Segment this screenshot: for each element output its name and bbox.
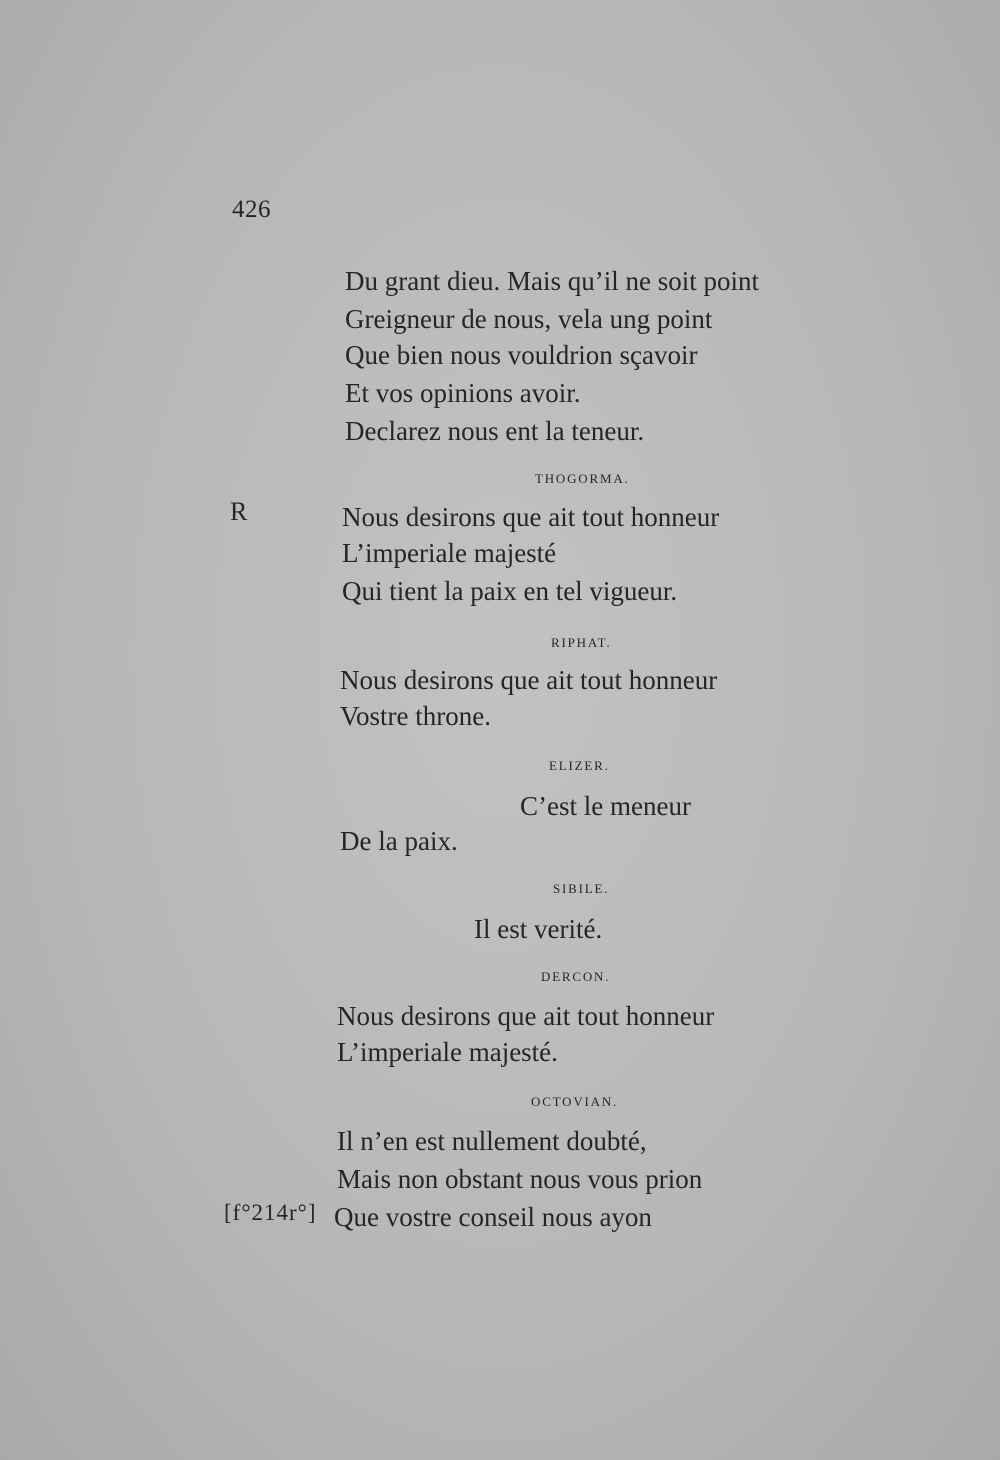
verse-line: Qui tient la paix en tel vigueur. [342,576,678,606]
speaker-name: THOGORMA. [535,471,630,486]
margin-mark: R [230,497,248,526]
speaker-name: OCTOVIAN. [531,1094,619,1109]
verse-line: Du grant dieu. Mais qu’il ne soit point [345,266,759,296]
speaker-name: DERCON. [541,969,611,984]
speaker-name: SIBILE. [553,881,610,896]
folio-reference: [f°214r°] [224,1200,317,1225]
verse-line: Declarez nous ent la teneur. [345,416,645,446]
verse-line: Nous desirons que ait tout honneur [342,502,720,532]
verse-line: Greigneur de nous, vela ung point [345,304,713,334]
verse-line: C’est le meneur [520,791,691,821]
verse-line: Mais non obstant nous vous prion [337,1164,703,1194]
verse-line: Vostre throne. [340,701,491,731]
speaker-name: RIPHAT. [551,635,612,650]
speaker-name: ELIZER. [549,758,610,773]
verse-line: Nous desirons que ait tout honneur [340,665,718,695]
verse-line: Et vos opinions avoir. [345,378,581,408]
verse-line: Il est verité. [474,914,603,944]
verse-line: Que bien nous vouldrion sçavoir [345,340,698,370]
verse-line: Il n’en est nullement doubté, [337,1126,647,1156]
verse-line: L’imperiale majesté. [337,1037,558,1067]
verse-line: L’imperiale majesté [342,538,557,568]
verse-line: Que vostre conseil nous ayon [334,1202,652,1232]
verse-line: De la paix. [340,826,458,856]
page-number: 426 [232,196,271,223]
verse-line: Nous desirons que ait tout honneur [337,1001,715,1031]
